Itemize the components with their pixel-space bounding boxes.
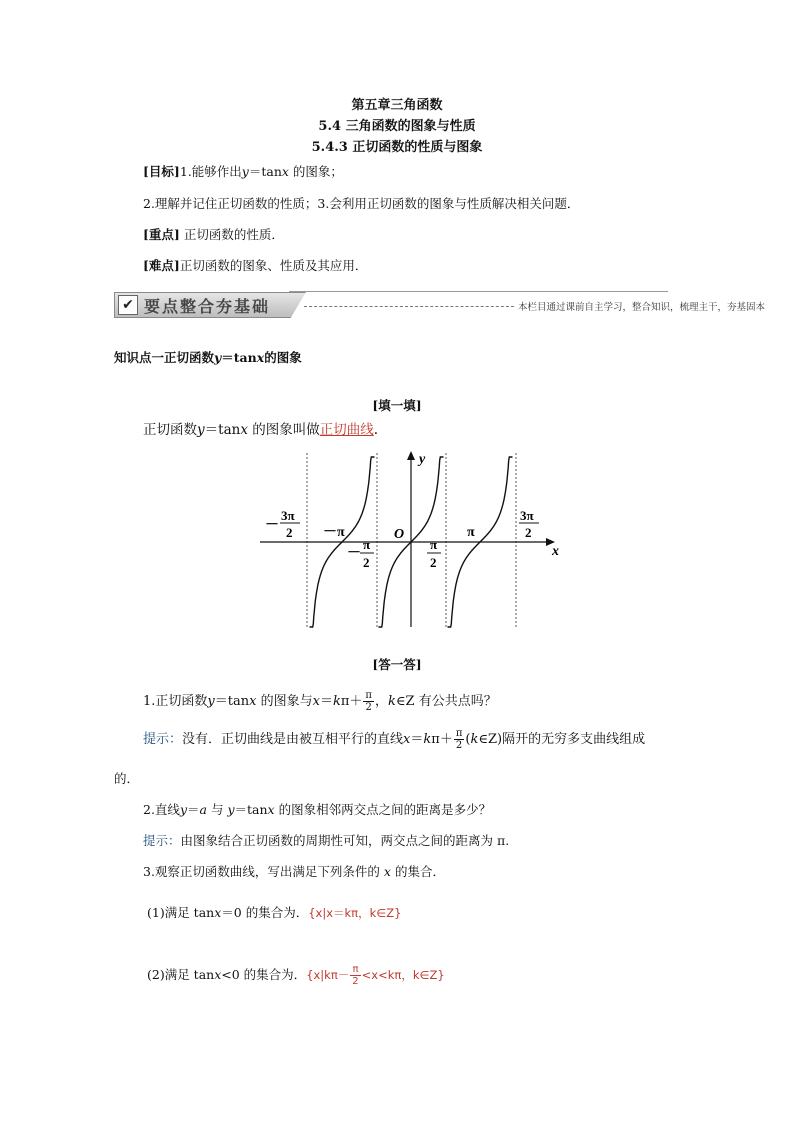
fill-answer: 正切曲线 [319, 422, 374, 438]
y-axis-label: y [419, 452, 426, 467]
goals-label: [目标] [143, 164, 180, 179]
question-3-2: (2)满足 tanx<0 的集合为．{x|kπ－ $\frac{\pi}{2}$ <x<kπ，k∈Z} [147, 964, 445, 987]
key-point: [重点] 正切函数的性质． [143, 227, 284, 242]
origin-label: O [394, 527, 405, 542]
label-neg-pi2-sign: － [347, 546, 361, 561]
label-3pi2-den: 2 [525, 525, 532, 540]
answer-section-label: [答一答] [372, 657, 422, 672]
label-neg-3pi2-num: 3π [281, 508, 295, 523]
answer-3-1: {x|x＝kπ，k∈Z} [308, 906, 402, 920]
banner-note: 本栏目通过课前自主学习，整合知识，梳理主干，夯基固本 [518, 302, 766, 313]
answer-1-continued: 的． [114, 771, 140, 786]
label-neg-pi2-num: π [363, 537, 371, 552]
answer-1: 提示：没有．正切曲线是由被互相平行的直线x＝kπ＋ $\frac{\pi}{2}$ (k∈Z)隔开的无穷多支曲线组成 [143, 728, 646, 751]
section-banner [114, 290, 766, 318]
question-3-1: (1)满足 tanx＝0 的集合为．{x|x＝kπ，k∈Z} [147, 905, 402, 920]
difficulty-label: [难点] [143, 258, 180, 273]
banner-top-rule [289, 291, 668, 292]
label-pi2-num: π [430, 537, 438, 552]
tangent-graph [255, 445, 565, 630]
goals-line-2: 2.理解并记住正切函数的性质；3.会利用正切函数的图象与性质解决相关问题． [143, 196, 580, 211]
key-point-label: [重点] [143, 227, 180, 242]
fraction-pi-2: $\frac{\pi}{2}$ [352, 964, 359, 987]
banner-title: 要点整合夯基础 [144, 297, 271, 316]
answer-3-2: {x|kπ－ $\frac{\pi}{2}$ <x<kπ，k∈Z} [306, 964, 445, 987]
question-3: 3.观察正切函数曲线，写出满足下列条件的 x 的集合． [143, 864, 445, 879]
answer-2: 提示：由图象结合正切函数的周期性可知，两交点之间的距离为 π. [143, 833, 510, 848]
label-neg-3pi2-sign: － [265, 518, 279, 533]
label-pi2-den: 2 [430, 555, 437, 570]
knowledge-heading: 知识点一正切函数y＝tanx的图象 [114, 350, 302, 365]
label-neg-pi: －π [323, 525, 345, 540]
label-pi: π [467, 525, 475, 540]
subsection-title: 5.4.3 正切函数的性质与图象 [311, 140, 483, 155]
fraction-pi-2: $\frac{\pi}{2}$ [365, 690, 372, 713]
hint-label-1: 提示： [143, 732, 183, 747]
chapter-title: 第五章三角函数 [351, 98, 443, 113]
goals-line-1: [目标]1.能够作出y＝tanx 的图象； [143, 164, 343, 179]
banner-dashed-line [304, 306, 514, 307]
label-3pi2-num: 3π [520, 508, 534, 523]
section-title: 5.4 三角函数的图象与性质 [318, 119, 476, 134]
question-1: 1.正切函数y＝tanx 的图象与x＝kπ＋ $\frac{\pi}{2}$ ，k∈Z 有公共点吗？ [143, 690, 497, 713]
label-neg-pi2-den: 2 [363, 555, 370, 570]
difficulty: [难点]正切函数的图象、性质及其应用． [143, 258, 368, 273]
fill-sentence: 正切函数y＝tanx 的图象叫做正切曲线. [143, 422, 379, 438]
label-neg-3pi2-den: 2 [286, 525, 293, 540]
question-2: 2.直线y＝a 与 y＝tanx 的图象相邻两交点之间的距离是多少？ [143, 802, 492, 817]
x-axis-label: x [552, 544, 559, 559]
checkmark-icon: ✔ [118, 295, 138, 315]
hint-label-2: 提示： [143, 833, 181, 848]
y-axis-arrow [407, 451, 415, 460]
fill-label: [填一填] [372, 398, 422, 413]
fraction-pi-2: $\frac{\pi}{2}$ [455, 728, 463, 751]
